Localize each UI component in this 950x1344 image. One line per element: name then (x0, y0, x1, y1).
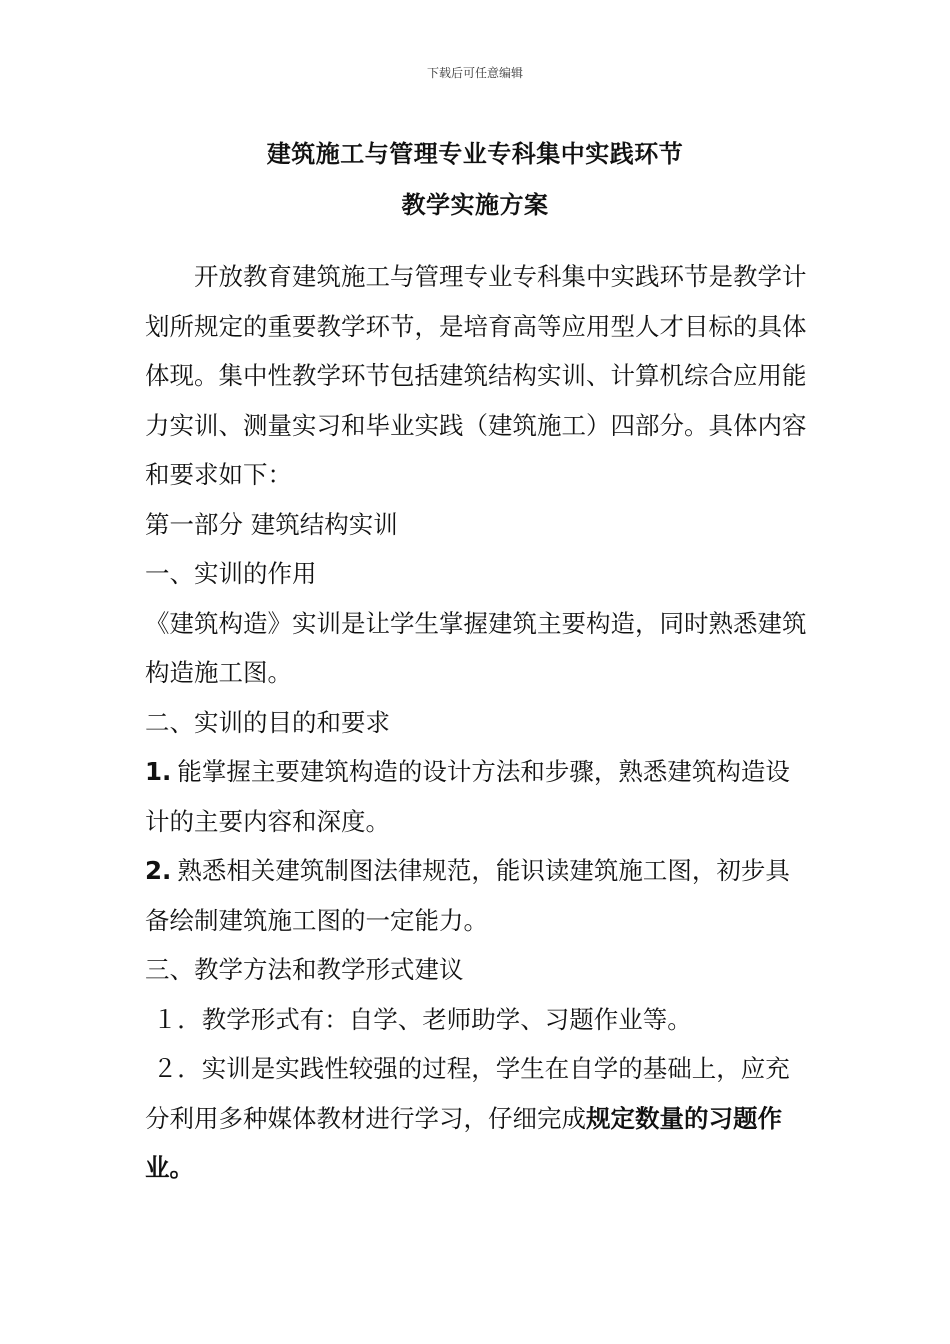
item-text: 实训是实践性较强的过程，学生在自学的基础上，应充分利用多种媒体教材进行学习，仔细完成 (145, 1054, 790, 1133)
page-header: 下载后可任意编辑 (426, 66, 523, 80)
item-bold-text: 规定数量的习题作业。 (145, 1103, 782, 1182)
item-number: 2. (145, 856, 172, 885)
document-title-line2: 教学实施方案 (401, 191, 549, 219)
item-number: ２． (152, 1054, 202, 1083)
part1-heading: 第一部分 建筑结构实训 (145, 509, 398, 539)
section1-heading: 一、实训的作用 (145, 559, 317, 588)
document-body (145, 252, 810, 1193)
section3-heading: 三、教学方法和教学形式建议 (145, 955, 464, 984)
section3-item-1 (145, 995, 810, 1045)
item-text: 能掌握主要建筑构造的设计方法和步骤，熟悉建筑构造设计的主要内容和深度。 (145, 757, 790, 836)
section1-text: 《建筑构造》实训是让学生掌握建筑主要构造，同时熟悉建筑构造施工图。 (145, 608, 807, 687)
section2-item-1 (145, 747, 810, 846)
section3-item-2 (145, 1044, 810, 1193)
item-text: 熟悉相关建筑制图法律规范，能识读建筑施工图，初步具备绘制建筑施工图的一定能力。 (145, 856, 790, 935)
document-title-line1: 建筑施工与管理专业专科集中实践环节 (266, 140, 684, 168)
intro-paragraph: 开放教育建筑施工与管理专业专科集中实践环节是教学计划所规定的重要教学环节，是培育高等应用型人才目标的具体体现。集中性教学环节包括建筑结构实训、计算机综合应用能力实训、测量实习和毕业实践（建筑施工）四部分。具体内容和要求如下： (145, 262, 807, 489)
section2-item-2 (145, 846, 810, 945)
item-number: 1. (145, 757, 172, 786)
item-number: １． (152, 1004, 202, 1034)
section2-heading: 二、实训的目的和要求 (145, 707, 390, 737)
item-text: 教学形式有：自学、老师助学、习题作业等。 (201, 1004, 692, 1034)
